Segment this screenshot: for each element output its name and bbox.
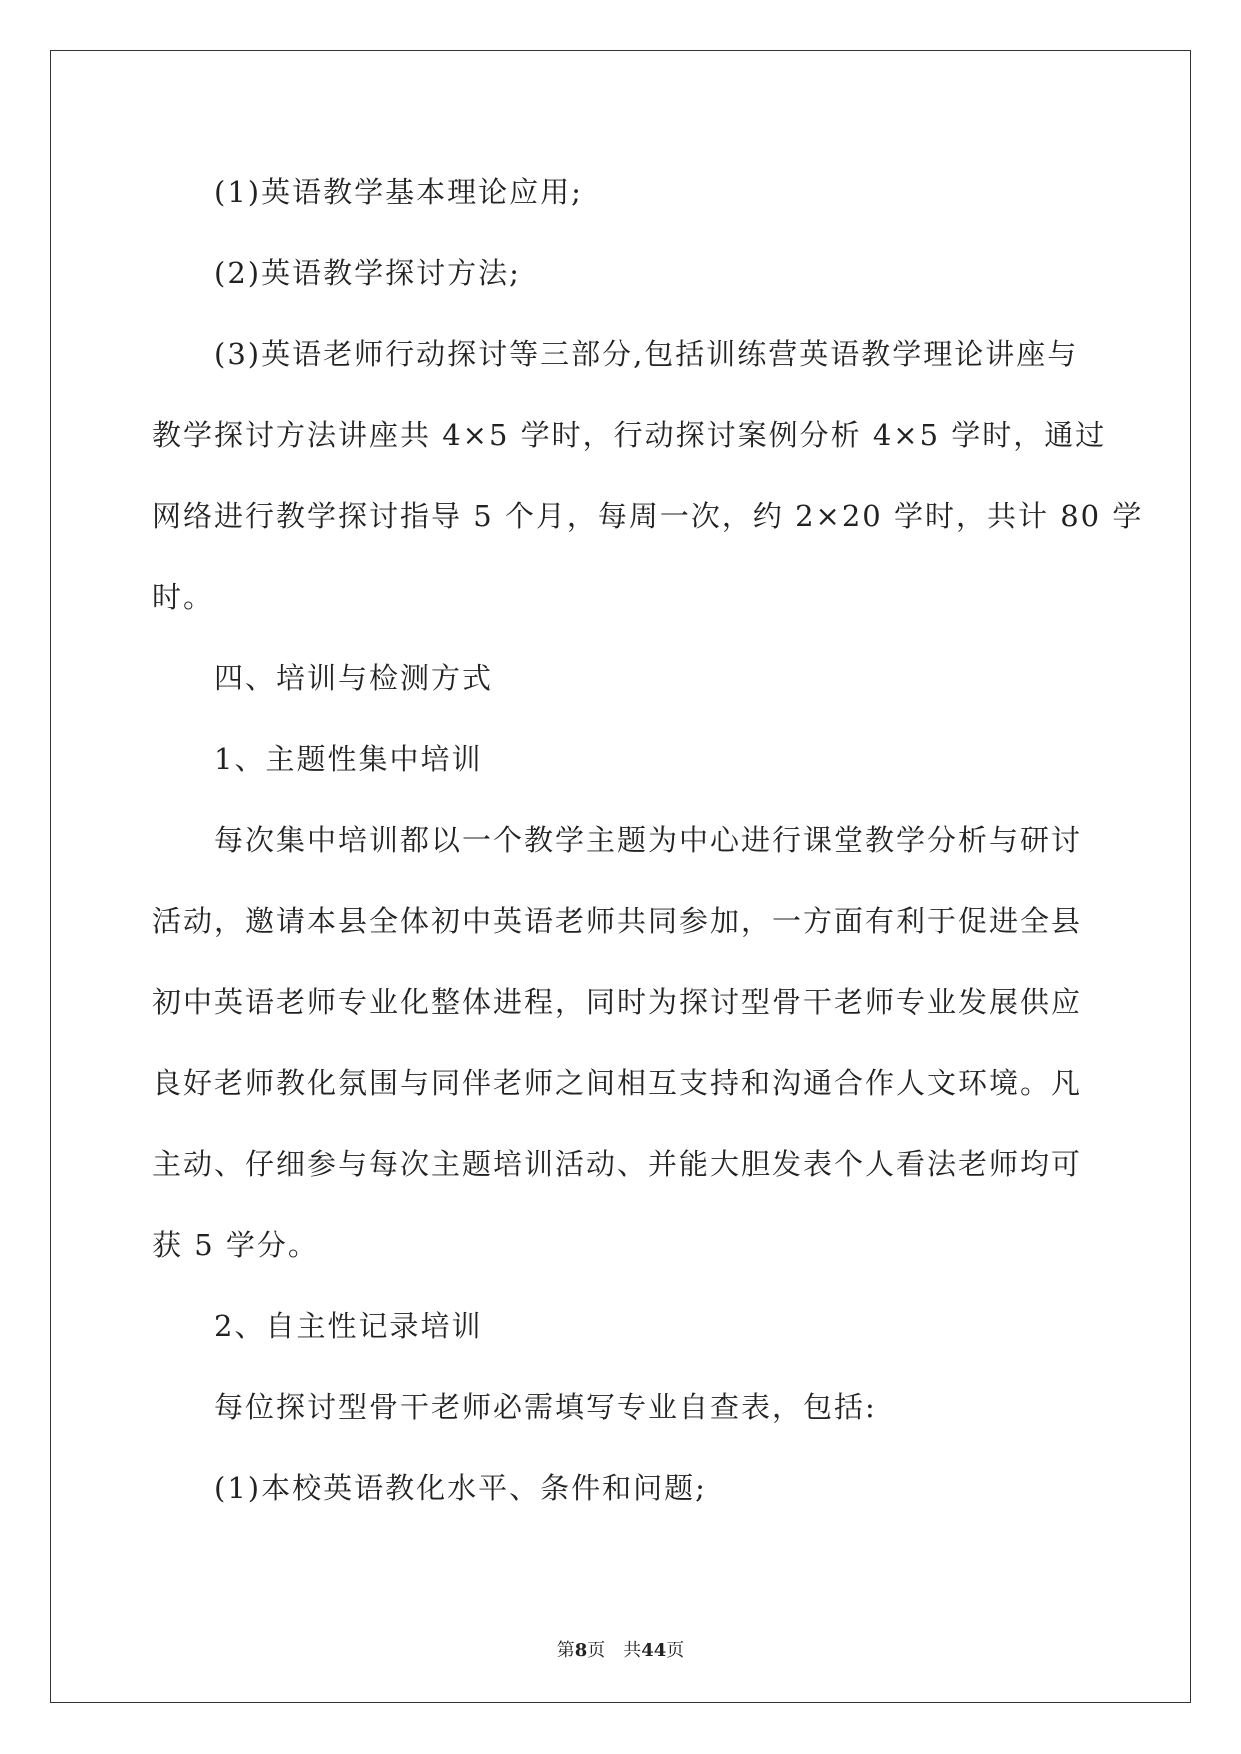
subsection-heading: 1、主题性集中培训: [214, 742, 483, 776]
paragraph-line: (1)本校英语教化水平、条件和问题;: [214, 1471, 707, 1505]
total-suffix: 页: [666, 1640, 685, 1661]
page-suffix: 页: [587, 1640, 606, 1661]
section-heading: 四、培训与检测方式: [214, 661, 494, 695]
paragraph-line: 时。: [152, 580, 215, 614]
total-pages: 44: [641, 1640, 667, 1661]
page-footer: [0, 1636, 1241, 1662]
paragraph-line: (2)英语教学探讨方法;: [214, 256, 521, 290]
paragraph-line: 网络进行教学探讨指导 5 个月，每周一次，约 2×20 学时，共计 80 学: [152, 499, 1144, 533]
subsection-heading: 2、自主性记录培训: [214, 1309, 483, 1343]
paragraph-line: 获 5 学分。: [152, 1228, 319, 1262]
paragraph-line: 教学探讨方法讲座共 4×5 学时，行动探讨案例分析 4×5 学时，通过: [152, 418, 1107, 452]
document-body: [152, 152, 1144, 1529]
paragraph-line: 每位探讨型骨干老师必需填写专业自查表，包括:: [214, 1390, 877, 1424]
paragraph-line: 良好老师教化氛围与同伴老师之间相互支持和沟通合作人文环境。凡: [152, 1066, 1083, 1100]
page-prefix: 第: [556, 1640, 575, 1661]
paragraph-line: 活动，邀请本县全体初中英语老师共同参加，一方面有利于促进全县: [152, 904, 1083, 938]
paragraph-line: 主动、仔细参与每次主题培训活动、并能大胆发表个人看法老师均可: [152, 1147, 1083, 1181]
paragraph-line: 初中英语老师专业化整体进程，同时为探讨型骨干老师专业发展供应: [152, 985, 1083, 1019]
paragraph-line: (3)英语老师行动探讨等三部分,包括训练营英语教学理论讲座与: [214, 337, 1079, 371]
page-number: 8: [574, 1640, 588, 1661]
paragraph-line: (1)英语教学基本理论应用;: [214, 175, 583, 209]
total-prefix: 共: [623, 1640, 642, 1661]
paragraph-line: 每次集中培训都以一个教学主题为中心进行课堂教学分析与研讨: [214, 823, 1083, 857]
